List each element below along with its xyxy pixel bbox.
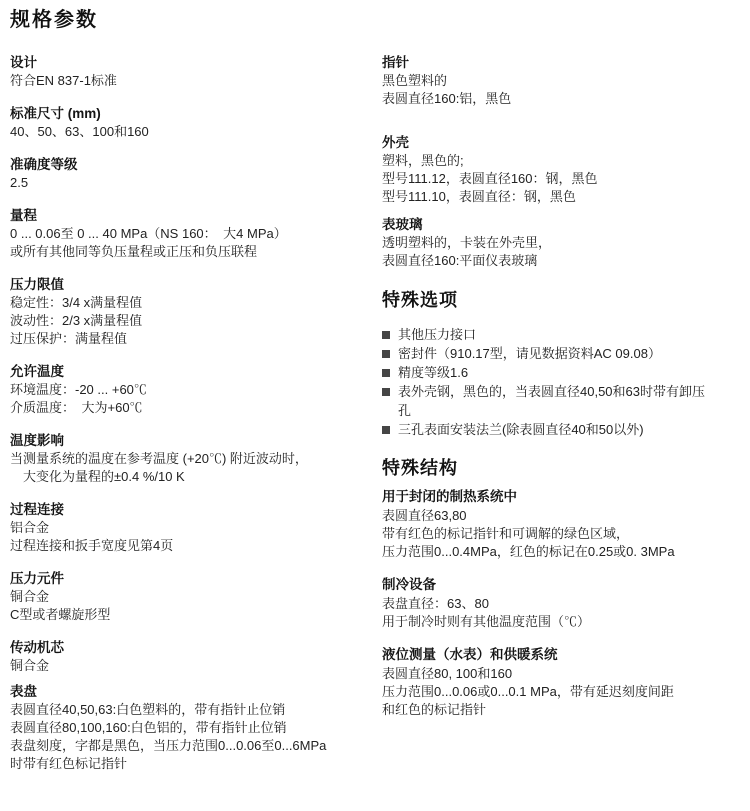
section-accuracy-class — [10, 156, 382, 192]
section-line: 铜合金 — [10, 589, 50, 604]
section-level-measurement-heating — [382, 646, 742, 719]
section-pointer — [382, 54, 742, 108]
section-heading: 允许温度 — [10, 364, 64, 379]
section-dial — [10, 683, 382, 773]
section-heading: 指针 — [382, 55, 409, 70]
section-line: 表盘刻度，字都是黑色，当压力范围0...0.06至0...6MPa — [10, 738, 327, 753]
bullet-text: 表外壳钢，黑色的，当表圆直径40,50和63时带有卸压孔 — [398, 384, 705, 418]
section-pressure-element — [10, 570, 382, 624]
list-item — [382, 420, 742, 439]
section-line: 波动性：2/3 x满量程值 — [10, 313, 143, 328]
section-line: 压力范围0...0.4MPa，红色的标记在0.25或0. 3MPa — [382, 544, 675, 559]
section-heading: 制冷设备 — [382, 577, 436, 592]
section-heading: 准确度等级 — [10, 157, 78, 172]
section-line: 透明塑料的，卡装在外壳里， — [382, 235, 552, 250]
section-line: 表盘直径：63、80 — [382, 596, 489, 611]
bullet-square-icon — [382, 369, 390, 377]
section-line: 大变化为量程的±0.4 %/10 K — [10, 469, 185, 484]
section-heading: 过程连接 — [10, 502, 64, 517]
section-line: 黑色塑料的 — [382, 73, 448, 88]
section-heading: 表玻璃 — [382, 217, 423, 232]
section-line: 和红色的标记指针 — [382, 702, 487, 717]
section-refrigeration-equipment — [382, 576, 742, 631]
section-line: 或所有其他同等负压量程或正压和负压联程 — [10, 244, 258, 259]
section-line: 型号111.10，表圆直径：钢，黑色 — [382, 189, 576, 204]
section-line: 压力范围0...0.06或0...0.1 MPa，带有延迟刻度间距 — [382, 684, 674, 699]
bullet-text: 精度等级1.6 — [398, 365, 469, 380]
section-line: C型或者螺旋形型 — [10, 607, 111, 622]
section-heading: 压力限值 — [10, 277, 64, 292]
special-designs-heading: 特殊结构 — [382, 458, 458, 478]
left-column — [10, 8, 382, 811]
section-design — [10, 54, 382, 90]
section-standard-sizes — [10, 105, 382, 141]
section-heading: 压力元件 — [10, 571, 64, 586]
section-heading: 量程 — [10, 208, 37, 223]
section-heading: 标准尺寸 (mm) — [10, 106, 101, 121]
section-line: 表圆直径40,50,63:白色塑料的，带有指针止位销 — [10, 702, 286, 717]
section-line: 符合EN 837-1标准 — [10, 73, 117, 88]
bullet-text: 密封件（910.17型，请见数据资料AC 09.08） — [398, 346, 661, 361]
section-heading: 设计 — [10, 55, 37, 70]
list-item — [382, 344, 742, 363]
bullet-square-icon — [382, 331, 390, 339]
bullet-text: 三孔表面安装法兰(除表圆直径40和50以外) — [398, 422, 644, 437]
page-title: 规格参数 — [10, 9, 98, 31]
section-line: 环境温度：-20 ... +60℃ — [10, 382, 147, 397]
section-line: 稳定性：3/4 x满量程值 — [10, 295, 143, 310]
section-heading: 外壳 — [382, 135, 409, 150]
section-pressure-limits — [10, 276, 382, 348]
section-line: 表圆直径63,80 — [382, 508, 467, 523]
section-line: 时带有红色标记指针 — [10, 756, 128, 771]
section-heading: 传动机芯 — [10, 640, 64, 655]
section-line: 2.5 — [10, 175, 29, 190]
section-line: 铝合金 — [10, 520, 50, 535]
section-line: 0 ... 0.06至 0 ... 40 MPa（NS 160： 大4 MPa） — [10, 226, 287, 241]
section-closed-heating-systems — [382, 488, 742, 561]
section-case — [382, 134, 742, 206]
bullet-square-icon — [382, 426, 390, 434]
section-heading: 表盘 — [10, 684, 37, 699]
section-line: 铜合金 — [10, 658, 50, 673]
right-column — [382, 8, 742, 811]
section-line: 型号111.12，表圆直径160：钢，黑色 — [382, 171, 598, 186]
section-line: 用于制冷时则有其他温度范围（℃） — [382, 614, 591, 629]
list-item — [382, 325, 742, 344]
section-line: 介质温度： 大为+60℃ — [10, 400, 143, 415]
section-line: 表圆直径160:铝，黑色 — [382, 91, 512, 106]
section-permissible-temperature — [10, 363, 382, 417]
section-heading: 温度影响 — [10, 433, 64, 448]
special-options-list — [382, 325, 742, 439]
section-line: 过压保护：满量程值 — [10, 331, 128, 346]
section-line: 表圆直径80, 100和160 — [382, 666, 513, 681]
bullet-square-icon — [382, 388, 390, 396]
special-options-heading: 特殊选项 — [382, 290, 458, 310]
list-item — [382, 382, 742, 420]
section-heading: 用于封闭的制热系统中 — [382, 489, 517, 504]
section-line: 带有红色的标记指针和可调解的绿色区域， — [382, 526, 630, 541]
section-line: 当测量系统的温度在参考温度 (+20℃) 附近波动时， — [10, 451, 308, 466]
section-line: 塑料，黑色的; — [382, 153, 464, 168]
section-line: 表圆直径160:平面仪表玻璃 — [382, 253, 538, 268]
list-item — [382, 363, 742, 382]
section-line: 40、50、63、100和160 — [10, 124, 149, 139]
section-line: 过程连接和扳手宽度见第4页 — [10, 538, 174, 553]
section-window — [382, 216, 742, 270]
section-range — [10, 207, 382, 261]
section-movement — [10, 639, 382, 675]
section-temperature-effect — [10, 432, 382, 486]
section-process-connection — [10, 501, 382, 555]
section-heading: 液位测量（水表）和供暖系统 — [382, 647, 558, 662]
section-line: 表圆直径80,100,160:白色铝的，带有指针止位销 — [10, 720, 287, 735]
bullet-square-icon — [382, 350, 390, 358]
bullet-text: 其他压力接口 — [398, 327, 477, 342]
